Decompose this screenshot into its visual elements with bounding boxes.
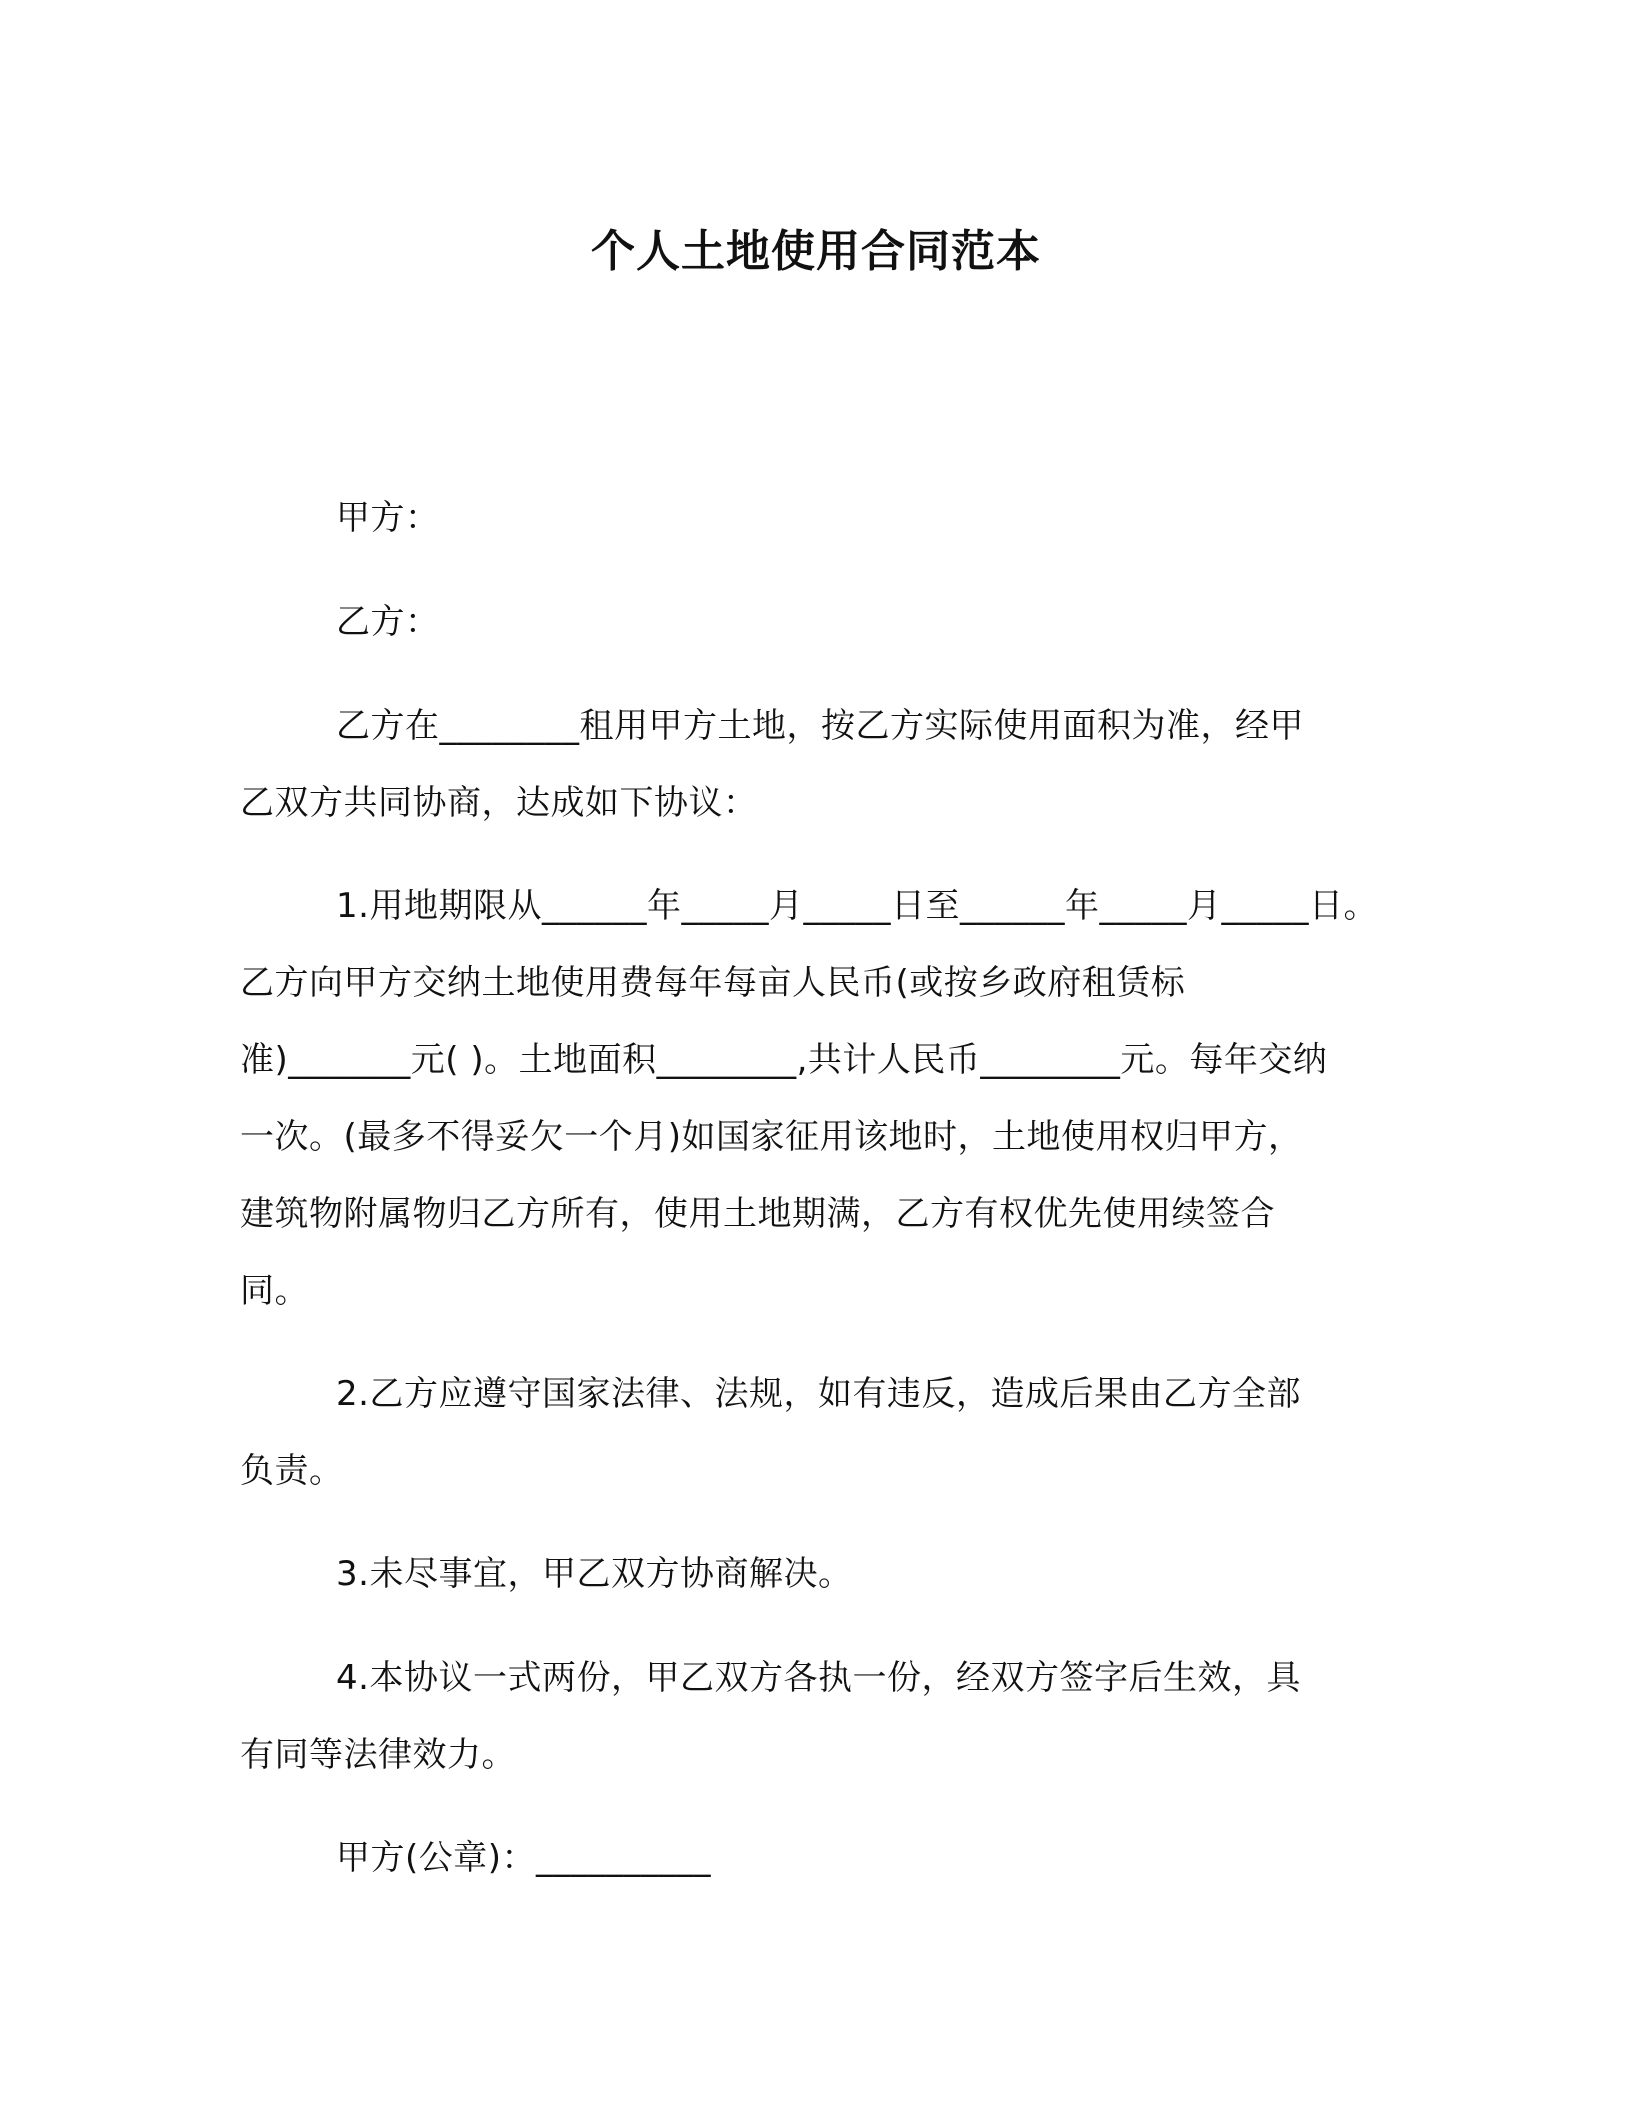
intro-line-2: 乙双方共同协商，达成如下协议： bbox=[240, 783, 758, 823]
clause-3-line-1: 3.未尽事宜，甲乙双方协商解决。 bbox=[336, 1554, 853, 1594]
clause-1-line-2: 乙方向甲方交纳土地使用费每年每亩人民币(或按乡政府租赁标 bbox=[240, 963, 1186, 1003]
signature-a-line bbox=[240, 1820, 1390, 1897]
clause-1-paragraph bbox=[240, 868, 1390, 1330]
party-a-line bbox=[240, 480, 1390, 557]
intro-paragraph bbox=[240, 688, 1390, 842]
clause-4-line-1: 4.本协议一式两份，甲乙双方各执一份，经双方签字后生效，具 bbox=[336, 1658, 1301, 1698]
clause-1-line-5: 建筑物附属物归乙方所有，使用土地期满，乙方有权优先使用续签合 bbox=[240, 1194, 1275, 1234]
clause-1-line-6: 同。 bbox=[240, 1271, 309, 1311]
clause-1-line-4: 一次。(最多不得妥欠一个月)如国家征用该地时，土地使用权归甲方， bbox=[240, 1117, 1303, 1157]
intro-line-1: 乙方在________租用甲方土地，按乙方实际使用面积为准，经甲 bbox=[336, 706, 1304, 746]
clause-2-line-2: 负责。 bbox=[240, 1451, 344, 1491]
clause-3-paragraph bbox=[240, 1536, 1390, 1613]
clause-4-line-2: 有同等法律效力。 bbox=[240, 1735, 516, 1775]
clause-1-line-3: 准)_______元( )。土地面积________,共计人民币________元。每年交纳 bbox=[240, 1040, 1328, 1080]
document-title: 个人土地使用合同范本 bbox=[591, 226, 1041, 277]
clause-2-paragraph bbox=[240, 1356, 1390, 1510]
clause-4-paragraph bbox=[240, 1640, 1390, 1794]
party-b-line bbox=[240, 584, 1390, 661]
signature-a-label: 甲方(公章)：__________ bbox=[336, 1838, 712, 1878]
party-a-label: 甲方： bbox=[336, 498, 440, 538]
clause-2-line-1: 2.乙方应遵守国家法律、法规，如有违反，造成后果由乙方全部 bbox=[336, 1374, 1301, 1414]
party-b-label: 乙方： bbox=[336, 602, 440, 642]
clause-1-line-1: 1.用地期限从______年_____月_____日至______年_____月_____日。 bbox=[336, 886, 1378, 926]
